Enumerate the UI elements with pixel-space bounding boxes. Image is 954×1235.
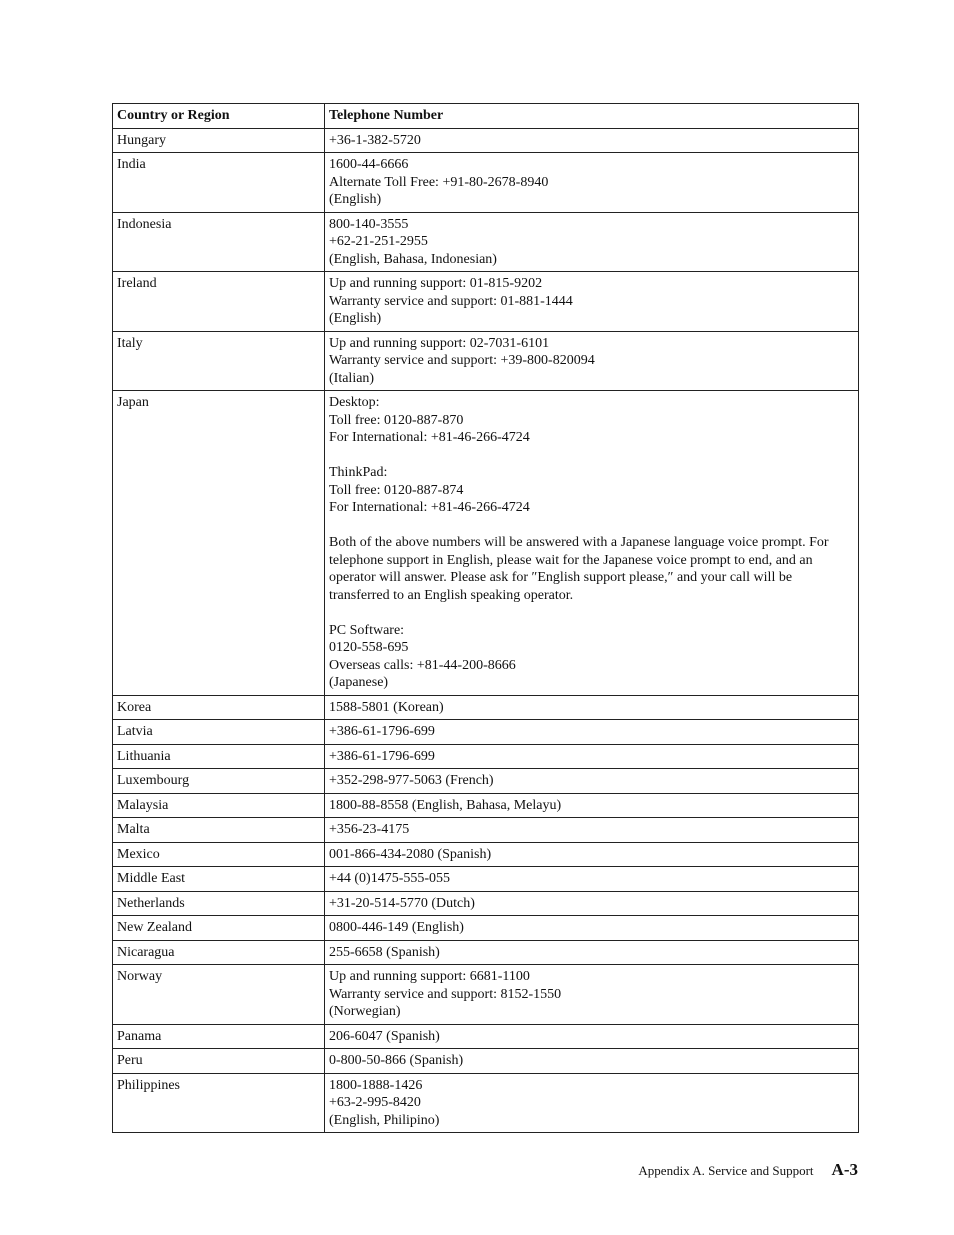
table-row <box>113 1073 859 1133</box>
table-row <box>113 1049 859 1074</box>
telephone-cell <box>325 867 859 892</box>
page-number: A-3 <box>831 1160 858 1179</box>
table-row <box>113 965 859 1025</box>
telephone-line: +352-298-977-5063 (French) <box>329 773 494 788</box>
telephone-line: Toll free: 0120-887-870 <box>329 412 464 428</box>
telephone-line: Warranty service and support: 8152-1550 <box>329 986 562 1002</box>
table-row <box>113 940 859 965</box>
telephone-line: Up and running support: 01-815-9202 <box>329 276 543 291</box>
country-cell: Panama <box>113 1024 325 1049</box>
telephone-line: ThinkPad: <box>329 465 388 480</box>
telephone-line: Overseas calls: +81-44-200-8666 <box>329 657 516 673</box>
telephone-cell <box>325 842 859 867</box>
country-cell: Lithuania <box>113 744 325 769</box>
telephone-cell <box>325 128 859 153</box>
telephone-line: (English) <box>329 311 382 326</box>
table-header-row <box>113 104 859 129</box>
telephone-cell <box>325 744 859 769</box>
telephone-line: +356-23-4175 <box>329 822 410 837</box>
country-cell: Indonesia <box>113 212 325 272</box>
table-row <box>113 744 859 769</box>
table-row <box>113 793 859 818</box>
telephone-line: (Italian) <box>329 370 375 386</box>
telephone-cell <box>325 391 859 696</box>
footer-section-title: Appendix A. Service and Support <box>638 1163 814 1178</box>
telephone-line: 1800-1888-1426 <box>329 1077 423 1093</box>
telephone-line: 255-6658 (Spanish) <box>329 944 440 960</box>
telephone-line: 0-800-50-866 (Spanish) <box>329 1053 464 1068</box>
table-row <box>113 695 859 720</box>
header-country: Country or Region <box>113 104 325 129</box>
country-cell: Malaysia <box>113 793 325 818</box>
telephone-cell <box>325 965 859 1025</box>
telephone-line: (English) <box>329 192 382 207</box>
table-row <box>113 128 859 153</box>
country-cell: Malta <box>113 818 325 843</box>
country-cell: Mexico <box>113 842 325 867</box>
telephone-line: For International: +81-46-266-4724 <box>329 500 530 515</box>
table-row <box>113 212 859 272</box>
telephone-line: Up and running support: 02-7031-6101 <box>329 335 550 351</box>
telephone-line: 1600-44-6666 <box>329 157 409 172</box>
country-cell: Ireland <box>113 272 325 332</box>
telephone-line: (Japanese) <box>329 675 389 690</box>
telephone-line: +386-61-1796-699 <box>329 724 435 739</box>
telephone-line: Toll free: 0120-887-874 <box>329 482 464 498</box>
country-cell: Netherlands <box>113 891 325 916</box>
telephone-line: PC Software: <box>329 622 405 638</box>
table-row <box>113 842 859 867</box>
country-cell: Korea <box>113 695 325 720</box>
telephone-cell <box>325 331 859 391</box>
telephone-cell <box>325 153 859 213</box>
telephone-line: Both of the above numbers will be answered with a Japanese language voice prompt. For telephone support in English, please wait for the Japanese voice prompt to end, and an operator will answer. Please ask for ″English support please,″ and your call will be transferred to an English speaking operator. <box>329 535 833 603</box>
country-cell: Philippines <box>113 1073 325 1133</box>
telephone-line: Desktop: <box>329 395 380 410</box>
telephone-cell <box>325 769 859 794</box>
table-row <box>113 916 859 941</box>
table-row <box>113 891 859 916</box>
telephone-line <box>329 517 854 535</box>
page-footer <box>638 1160 858 1180</box>
telephone-line: Warranty service and support: 01-881-1444 <box>329 293 573 309</box>
country-cell: Latvia <box>113 720 325 745</box>
telephone-cell <box>325 272 859 332</box>
country-cell: Norway <box>113 965 325 1025</box>
telephone-line: 0120-558-695 <box>329 640 409 655</box>
telephone-cell <box>325 720 859 745</box>
telephone-line: Warranty service and support: +39-800-820094 <box>329 353 595 368</box>
country-cell: Peru <box>113 1049 325 1074</box>
telephone-line: +63-2-995-8420 <box>329 1095 421 1110</box>
telephone-line: 800-140-3555 <box>329 216 409 232</box>
country-cell: Italy <box>113 331 325 391</box>
telephone-line: 1588-5801 (Korean) <box>329 699 444 715</box>
telephone-line: +36-1-382-5720 <box>329 132 421 148</box>
country-cell: New Zealand <box>113 916 325 941</box>
telephone-cell <box>325 818 859 843</box>
telephone-cell <box>325 1073 859 1133</box>
telephone-line: +31-20-514-5770 (Dutch) <box>329 895 475 911</box>
country-cell: Middle East <box>113 867 325 892</box>
telephone-line: 1800-88-8558 (English, Bahasa, Melayu) <box>329 797 562 813</box>
table-row <box>113 818 859 843</box>
telephone-line: (Norwegian) <box>329 1004 401 1019</box>
table-row <box>113 153 859 213</box>
telephone-line: 206-6047 (Spanish) <box>329 1028 440 1044</box>
header-telephone: Telephone Number <box>325 104 859 129</box>
telephone-line: 001-866-434-2080 (Spanish) <box>329 846 492 862</box>
telephone-line: For International: +81-46-266-4724 <box>329 430 530 445</box>
support-phone-table <box>112 103 859 1133</box>
telephone-cell <box>325 940 859 965</box>
country-cell: India <box>113 153 325 213</box>
table-row <box>113 272 859 332</box>
telephone-cell <box>325 793 859 818</box>
telephone-cell <box>325 1024 859 1049</box>
telephone-line: Up and running support: 6681-1100 <box>329 969 530 984</box>
telephone-cell <box>325 212 859 272</box>
telephone-cell <box>325 891 859 916</box>
telephone-cell <box>325 695 859 720</box>
country-cell: Japan <box>113 391 325 696</box>
telephone-line: +386-61-1796-699 <box>329 748 435 764</box>
telephone-line <box>329 604 854 622</box>
telephone-line: +44 (0)1475-555-055 <box>329 871 451 886</box>
table-row <box>113 769 859 794</box>
country-cell: Luxembourg <box>113 769 325 794</box>
country-cell: Hungary <box>113 128 325 153</box>
telephone-cell <box>325 916 859 941</box>
country-cell: Nicaragua <box>113 940 325 965</box>
table-row <box>113 867 859 892</box>
table-row <box>113 391 859 696</box>
telephone-line: Alternate Toll Free: +91-80-2678-8940 <box>329 174 549 190</box>
table-row <box>113 720 859 745</box>
telephone-line <box>329 447 854 465</box>
telephone-line: (English, Philipino) <box>329 1112 440 1128</box>
table-row <box>113 331 859 391</box>
telephone-cell <box>325 1049 859 1074</box>
table-row <box>113 1024 859 1049</box>
telephone-line: (English, Bahasa, Indonesian) <box>329 251 497 267</box>
telephone-line: +62-21-251-2955 <box>329 234 428 249</box>
telephone-line: 0800-446-149 (English) <box>329 920 464 935</box>
